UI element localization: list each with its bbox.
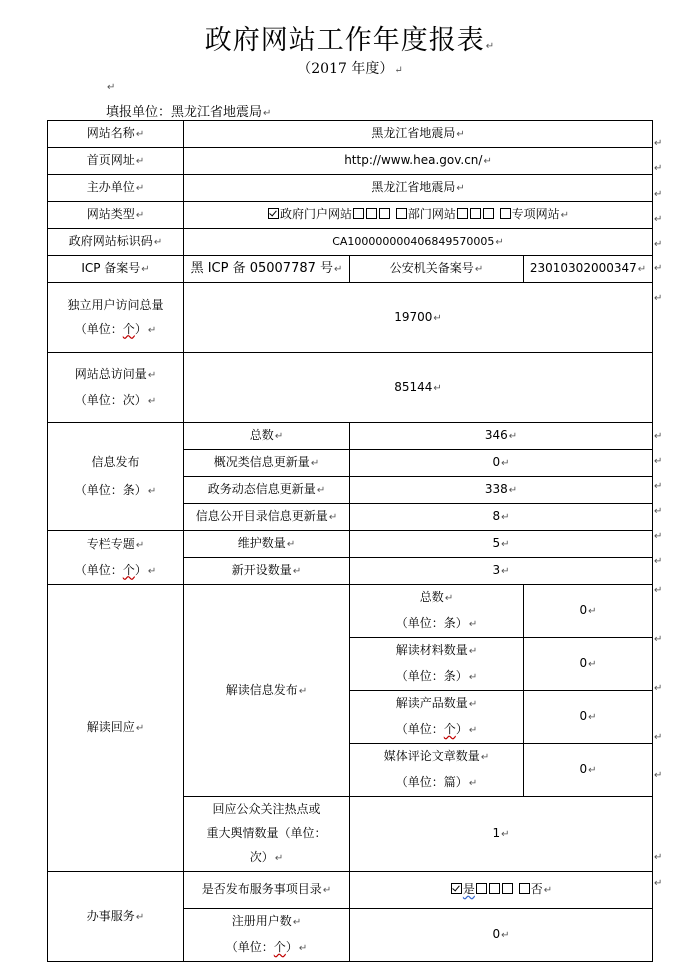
site-type-options: 政府门户网站 部门网站 专项网站↵ [184,202,653,229]
service-label: 办事服务↵ [48,872,184,962]
checkbox-icon[interactable] [500,208,511,219]
checkbox-checked-icon[interactable] [268,208,279,219]
interp-total-value: 0↵ [524,585,653,638]
gov-id-value: CA100000000406849570005↵ [184,229,653,256]
row-end-mark: ↵ [654,293,663,304]
row-end-mark: ↵ [654,163,663,174]
service-users-label: 注册用户数↵ （单位：个）↵ [184,909,350,962]
pv-label: 网站总访问量↵ （单位：次）↵ [48,353,184,423]
home-url-label: 首页网址↵ [48,148,184,175]
row-end-mark: ↵ [654,556,663,567]
row-end-mark: ↵ [654,239,663,250]
table-row [48,423,653,450]
interp-label: 解读回应↵ [48,585,184,872]
interp-pub-label: 解读信息发布↵ [184,585,350,797]
row-end-mark: ↵ [654,878,663,889]
row-end-mark: ↵ [654,531,663,542]
row-end-mark: ↵ [654,456,663,467]
uv-label: 独立用户访问总量 （单位：个）↵ [48,283,184,353]
host-label: 主办单位↵ [48,175,184,202]
interp-material-value: 0↵ [524,638,653,691]
info-overview-label: 概况类信息更新量↵ [184,450,350,477]
checkbox-icon[interactable] [396,208,407,219]
row-end-mark: ↵ [654,506,663,517]
paragraph-mark: ↵ [107,82,116,93]
interp-material-label: 解读材料数量↵ （单位：条）↵ [350,638,524,691]
table-row [48,148,653,175]
info-total-value: 346↵ [350,423,653,450]
interp-product-value: 0↵ [524,691,653,744]
row-end-mark: ↵ [654,214,663,225]
interp-media-value: 0↵ [524,744,653,797]
info-news-label: 政务动态信息更新量↵ [184,477,350,504]
table-row [48,256,653,283]
report-year: （2017 年度）↵ [297,61,403,77]
row-end-mark: ↵ [654,852,663,863]
row-end-mark: ↵ [654,431,663,442]
interp-media-label: 媒体评论文章数量↵ （单位：篇）↵ [350,744,524,797]
site-name-label: 网站名称↵ [48,121,184,148]
row-end-mark: ↵ [654,138,663,149]
info-news-value: 338↵ [350,477,653,504]
column-new-label: 新开设数量↵ [184,558,350,585]
table-row [48,229,653,256]
home-url-value: http://www.hea.gov.cn/↵ [184,148,653,175]
row-end-mark: ↵ [654,634,663,645]
row-end-mark: ↵ [654,481,663,492]
uv-value: 19700↵ [184,283,653,353]
table-row [48,202,653,229]
column-new-value: 3↵ [350,558,653,585]
checkbox-icon[interactable] [519,883,530,894]
report-title: 政府网站工作年度报表↵ [204,25,496,56]
column-label: 专栏专题↵ （单位：个）↵ [48,531,184,585]
service-catalog-value: 是 否↵ [350,872,653,909]
respond-label: 回应公众关注热点或 重大舆情数量（单位： 次）↵ [184,797,350,872]
table-row [48,872,653,909]
table-row [48,531,653,558]
table-row [48,353,653,423]
service-users-value: 0↵ [350,909,653,962]
row-end-mark: ↵ [654,683,663,694]
table-row [48,175,653,202]
host-value: 黑龙江省地震局↵ [184,175,653,202]
filler-value: 黑龙江省地震局 [171,105,263,120]
respond-value: 1↵ [350,797,653,872]
row-end-mark: ↵ [654,263,663,274]
row-end-mark: ↵ [654,770,663,781]
info-overview-value: 0↵ [350,450,653,477]
icp-value: 黑 ICP 备 05007787 号↵ [184,256,350,283]
report-table [47,120,653,962]
site-name-value: 黑龙江省地震局↵ [184,121,653,148]
interp-product-label: 解读产品数量↵ （单位：个）↵ [350,691,524,744]
table-row [48,585,653,638]
row-end-mark: ↵ [654,585,663,596]
table-row [48,283,653,353]
site-type-label: 网站类型↵ [48,202,184,229]
filler-label: 填报单位： [106,105,172,120]
police-value: 23010302000347↵ [524,256,653,283]
row-end-mark: ↵ [654,189,663,200]
police-label: 公安机关备案号↵ [350,256,524,283]
service-catalog-label: 是否发布服务事项目录↵ [184,872,350,909]
pv-value: 85144↵ [184,353,653,423]
gov-id-label: 政府网站标识码↵ [48,229,184,256]
checkbox-checked-icon[interactable] [451,883,462,894]
icp-label: ICP 备案号↵ [48,256,184,283]
info-total-label: 总数↵ [184,423,350,450]
row-end-mark: ↵ [654,732,663,743]
info-open-label: 信息公开目录信息更新量↵ [184,504,350,531]
info-label: 信息发布 （单位：条）↵ [48,423,184,531]
table-row [48,121,653,148]
column-maint-value: 5↵ [350,531,653,558]
column-maint-label: 维护数量↵ [184,531,350,558]
filler-unit: 填报单位：黑龙江省地震局↵ [106,105,272,120]
info-open-value: 8↵ [350,504,653,531]
interp-total-label: 总数↵ （单位：条）↵ [350,585,524,638]
